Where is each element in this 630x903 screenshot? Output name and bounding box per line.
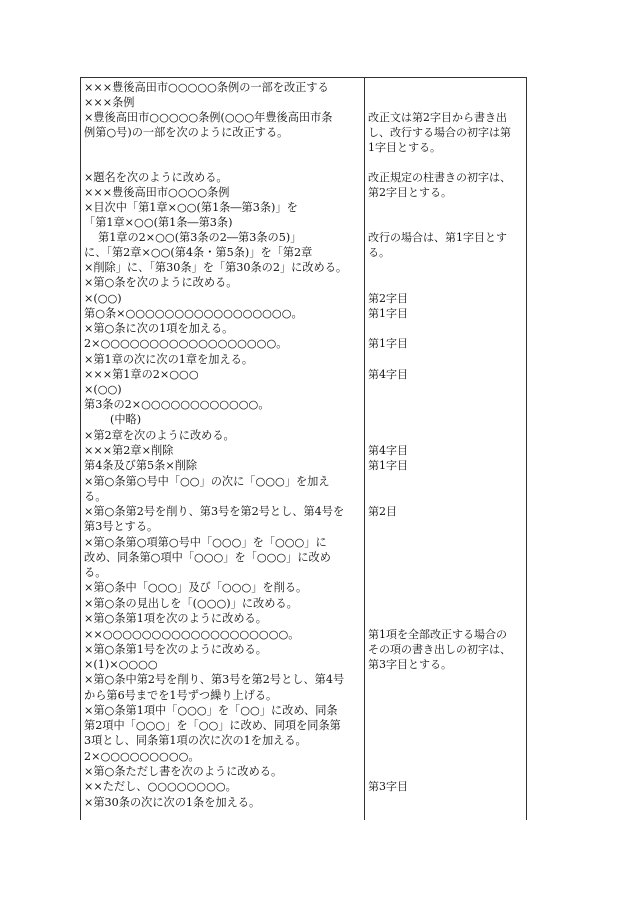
table-left-border [80, 78, 81, 820]
amendment-text-line: ×××豊後高田市○○○○条例 [84, 186, 230, 199]
amendment-text-line: ×第○条の見出しを「(○○○)」に改める。 [84, 597, 298, 610]
amendment-text-line: ×第○条を次のように改める。 [84, 276, 238, 289]
note-text-line: 第1字目 [368, 307, 408, 320]
amendment-text-line: ×豊後高田市○○○○○条例(○○○年豊後高田市条 [84, 111, 333, 124]
amendment-text-line: 「第1章×○○(第1条―第3条) [84, 216, 233, 229]
amendment-text-line: 第○条×○○○○○○○○○○○○○○○○○。 [84, 307, 303, 320]
amendment-text-line: ×××第1章の2×○○○ [84, 368, 199, 381]
amendment-text-line: ×第○条中第2号を削り、第3号を第2号とし、第4号 [84, 673, 345, 686]
amendment-text-line: に、「第2章×○○(第4条・第5条)」を「第2章 [84, 246, 313, 259]
amendment-text-line: る。 [84, 490, 107, 503]
amendment-text-line: ×(○○) [84, 292, 122, 305]
amendment-text-line: 第3条の2×○○○○○○○○○○○○。 [84, 398, 270, 411]
amendment-text-line: ×目次中「第1章×○○(第1条―第3条)」を [84, 201, 298, 214]
amendment-text-line: ×××豊後高田市○○○○○条例の一部を改正する [84, 81, 329, 94]
amendment-text-line: ×第○条中「○○○」及び「○○○」を削る。 [84, 581, 308, 594]
amendment-text-line: ×削除」に、「第30条」を「第30条の2」に改める。 [84, 261, 348, 274]
note-text-line: 改行の場合は、第1字目とす [368, 231, 507, 244]
amendment-text-line: 3項とし、同条第1項の次に次の1を加える。 [84, 734, 307, 747]
note-text-line: 第2字目とする。 [368, 186, 452, 199]
amendment-text-line: (中略) [110, 413, 142, 426]
amendment-text-line: ×第○条ただし書を次のように改める。 [84, 765, 283, 778]
amendment-text-line: ×第○条第○号中「○○」の次に「○○○」を加え [84, 475, 330, 488]
amendment-text-line: ×第○条第1項中「○○○」を「○○」に改め、同条 [84, 704, 338, 717]
amendment-text-line: ×××条例 [84, 96, 135, 109]
amendment-text-line: る。 [84, 566, 107, 579]
amendment-text-line: ×第○条第○項第○号中「○○○」を「○○○」に [84, 536, 327, 549]
amendment-text-line: ×第○条に次の1項を加える。 [84, 322, 234, 335]
amendment-text-line: 第4条及び第5条×削除 [84, 459, 198, 472]
amendment-text-line: ×第2章を次のように改める。 [84, 429, 235, 442]
amendment-text-line: ××ただし、○○○○○○○○。 [84, 780, 237, 793]
amendment-text-line: ××○○○○○○○○○○○○○○○○○○○。 [84, 628, 300, 641]
note-text-line: その項の書き出しの初字は、 [368, 643, 511, 656]
note-text-line: 第1字目 [368, 337, 408, 350]
amendment-text-line: から第6号までを1号ずつ繰り上げる。 [84, 689, 278, 702]
column-divider [364, 78, 365, 820]
note-text-line: る。 [368, 246, 390, 259]
note-text-line: 第4字目 [368, 444, 408, 457]
amendment-text-line: ×第○条第1項を次のように改める。 [84, 612, 267, 625]
amendment-text-line: ×××第2章×削除 [84, 444, 174, 457]
note-text-line: 改正規定の柱書きの初字は、 [368, 171, 511, 184]
note-text-line: 改正文は第2字目から書き出 [368, 111, 507, 124]
note-text-line: 第1項を全部改正する場合の [368, 628, 507, 641]
amendment-text-line: 例第○号)の一部を次のように改正する。 [84, 126, 289, 139]
note-text-line: 1字目とする。 [368, 141, 441, 154]
amendment-text-line: ×第30条の次に次の1条を加える。 [84, 796, 261, 809]
amendment-text-line: 第1章の2×○○(第3条の2―第3条の5)」 [98, 231, 302, 244]
table-right-border [526, 78, 527, 820]
amendment-text-line: ×(○○) [84, 383, 122, 396]
note-text-line: 第2目 [368, 505, 397, 518]
table-top-border [80, 77, 527, 78]
amendment-text-line: ×第1章の次に次の1章を加える。 [84, 353, 254, 366]
amendment-text-line: 改め、同条第○項中「○○○」を「○○○」に改め [84, 551, 331, 564]
amendment-text-line: 第2項中「○○○」を「○○」に改め、同項を同条第 [84, 719, 341, 732]
amendment-text-line: 2×○○○○○○○○○。 [84, 750, 200, 763]
note-text-line: し、改行する場合の初字は第 [368, 126, 511, 139]
note-text-line: 第3字目 [368, 780, 408, 793]
amendment-text-line: 2×○○○○○○○○○○○○○○○○○○。 [84, 337, 288, 350]
amendment-text-line: ×第○条第1号を次のように改める。 [84, 643, 267, 656]
amendment-text-line: ×第○条第2号を削り、第3号を第2号とし、第4号を [84, 505, 345, 518]
note-text-line: 第1字目 [368, 459, 408, 472]
note-text-line: 第4字目 [368, 368, 408, 381]
note-text-line: 第3字目とする。 [368, 658, 452, 671]
note-text-line: 第2字目 [368, 292, 408, 305]
amendment-text-line: ×題名を次のように改める。 [84, 171, 228, 184]
amendment-text-line: ×(1)×○○○○ [84, 658, 158, 671]
amendment-text-line: 第3号とする。 [84, 520, 159, 533]
